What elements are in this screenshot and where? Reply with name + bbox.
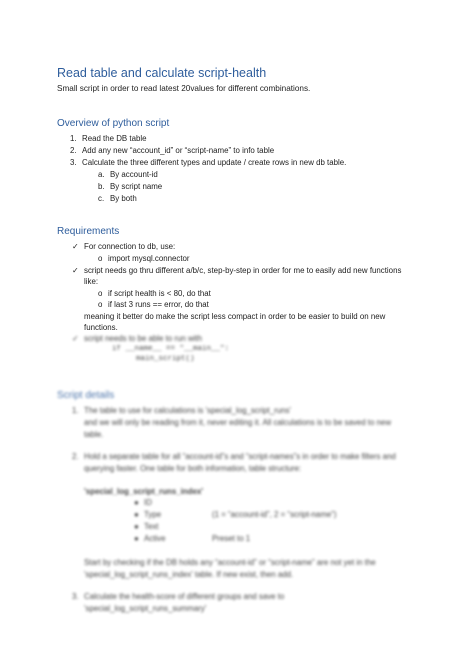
circle-bullet-icon: o <box>98 300 103 309</box>
field-type: ● Type <box>134 510 162 519</box>
details-item-2-note-cont: 'special_log_script_runs_index' table. If new exist, then add. <box>84 570 294 579</box>
field-active-value: Preset to 1 <box>212 534 251 543</box>
overview-sub-b: b. By script name <box>98 182 163 191</box>
checkmark-icon: ✓ <box>72 334 79 343</box>
code-line-2: main_script() <box>136 355 195 363</box>
requirement-1-sub: o import mysql.connector <box>98 254 190 263</box>
details-heading: Script details <box>57 390 115 401</box>
overview-sub-c: c. By both <box>98 194 137 203</box>
checkmark-icon: ✓ <box>72 266 79 275</box>
overview-heading: Overview of python script <box>57 118 170 129</box>
requirement-3: ✓ script needs to be able to run with <box>72 334 202 343</box>
requirement-2-sub-2: o if last 3 runs == error, do that <box>98 300 209 309</box>
details-item-3: 3. Calculate the health-score of different groups and save to <box>72 592 285 601</box>
overview-item-1: 1. Read the DB table <box>70 134 147 143</box>
details-item-1-cont: and we will only be reading from it, never editing it. All calculations is to be saved to new <box>84 418 392 427</box>
details-item-2: 2. Hold a separate table for all “account-id”s and “script-names”s in order to make filters and <box>72 452 396 461</box>
index-table-name: 'special_log_script_runs_index' <box>84 487 204 496</box>
requirement-2-note: meaning it better do make the script less compact in order to be easier to build on new <box>84 312 386 321</box>
page-subtitle: Small script in order to read latest 20values for different combinations. <box>57 84 311 93</box>
details-item-2-note: Start by checking if the DB holds any “account-id” or “script-name” are not yet in the <box>84 558 376 567</box>
field-text: ● Text <box>134 522 159 531</box>
field-type-value: (1 = “account-id”, 2 = “script-name”) <box>212 510 337 519</box>
requirements-heading: Requirements <box>57 226 120 237</box>
page-title: Read table and calculate script-health <box>57 66 267 80</box>
details-item-3-cont: 'special_log_script_runs_summary' <box>84 604 207 613</box>
details-item-1-cont2: table. <box>84 430 104 439</box>
details-item-2-cont: querying faster. One table for both information, table structure: <box>84 464 302 473</box>
overview-item-2: 2. Add any new “account_id” or “script-name” to info table <box>70 146 275 155</box>
code-line-1: if __name__ == "__main__": <box>112 345 230 353</box>
requirement-2-cont: like: <box>84 277 99 286</box>
circle-bullet-icon: o <box>98 254 103 263</box>
circle-bullet-icon: o <box>98 289 103 298</box>
overview-sub-a: a. By account-id <box>98 170 158 179</box>
requirement-2-sub-1: o if script health is < 80, do that <box>98 289 211 298</box>
field-id: ● ID <box>134 498 152 507</box>
overview-item-3: 3. Calculate the three different types and update / create rows in new db table. <box>70 158 347 167</box>
field-active: ● Active <box>134 534 166 543</box>
requirement-1: ✓ For connection to db, use: <box>72 242 176 251</box>
details-item-1: 1. The table to use for calculations is 'special_log_script_runs' <box>72 406 291 415</box>
requirement-2-note-cont: functions. <box>84 323 118 332</box>
requirement-2: ✓ script needs go thru different a/b/c, step-by-step in order for me to easily add new functions <box>72 266 402 275</box>
checkmark-icon: ✓ <box>72 242 79 251</box>
